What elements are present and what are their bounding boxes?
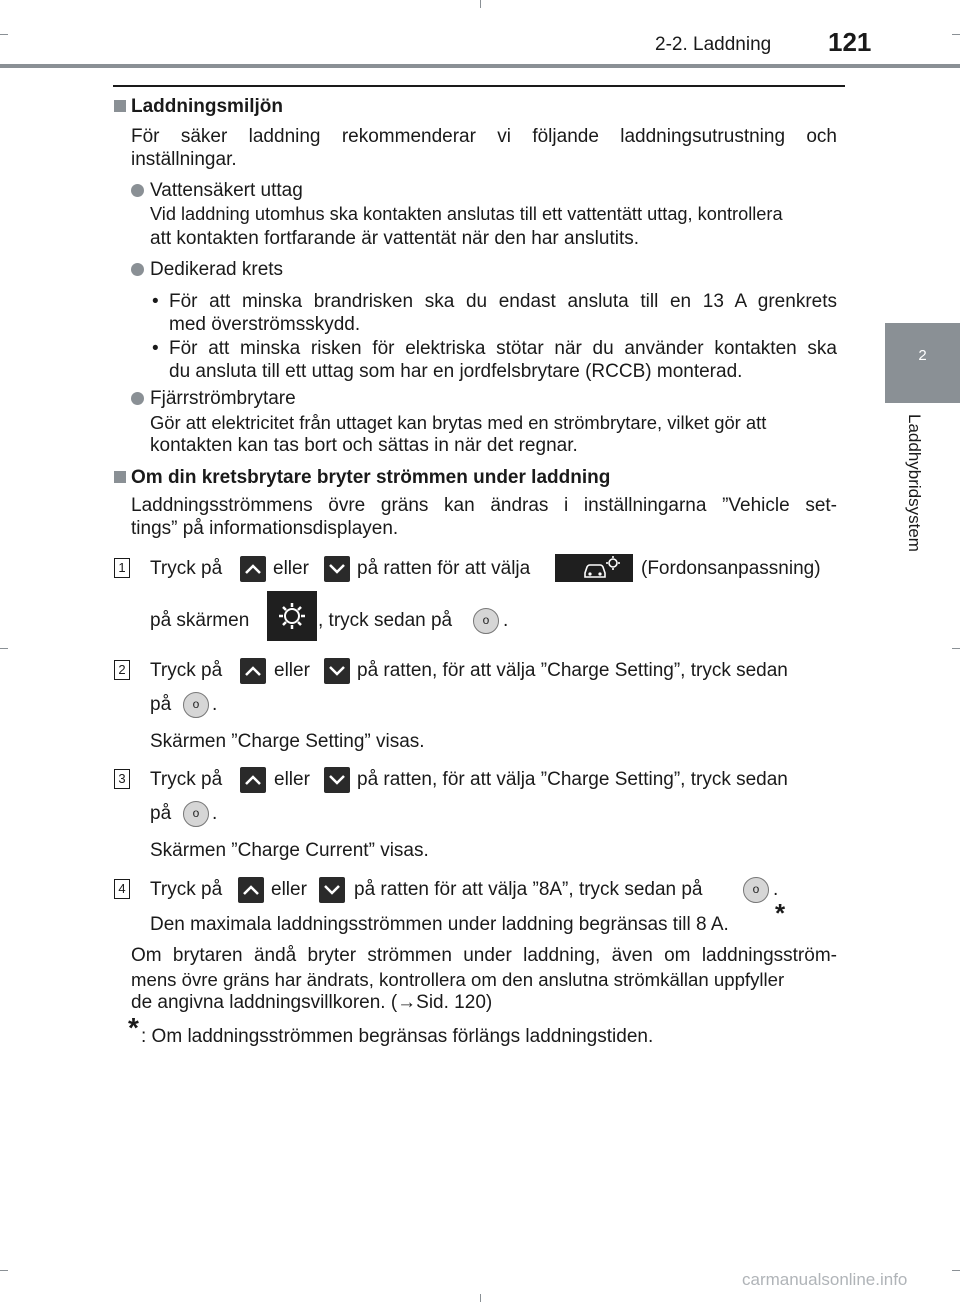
page-number: 121 <box>828 27 872 57</box>
bullet-text-line: För att minska risken för elektriska stötar när du använder kontakten ska <box>169 338 837 359</box>
step-text: Tryck på <box>150 879 223 900</box>
step-text: eller <box>271 879 307 900</box>
crop-mark <box>952 1270 960 1271</box>
item-bullet-icon <box>131 392 144 405</box>
bullet-text-line: För att minska brandrisken ska du endast ansluta till en 13 A grenkrets <box>169 291 837 312</box>
step-result: Den maximala laddningsströmmen under laddning begränsas till 8 A. <box>150 914 729 935</box>
section-intro-line: tings” på informationsdisplayen. <box>131 518 399 539</box>
step-text: på ratten för att välja <box>357 558 531 579</box>
step-text: Tryck på <box>150 769 223 790</box>
step-text: Tryck på <box>150 660 223 681</box>
crop-mark <box>952 648 960 649</box>
chapter-label <box>904 414 928 574</box>
ok-button-icon <box>473 608 499 634</box>
content-rule <box>113 85 845 87</box>
ok-button-icon <box>743 877 769 903</box>
ok-button-label: o <box>192 806 200 820</box>
watermark: carmanualsonline.info <box>742 1270 908 1289</box>
chapter-tab <box>885 323 960 403</box>
note-line: Om brytaren ändå bryter strömmen under laddning, även om laddningsström- <box>131 945 837 966</box>
crop-mark <box>0 34 8 35</box>
up-button-icon <box>240 556 266 582</box>
footnote-text: : Om laddningsströmmen begränsas förlängs laddningstiden. <box>141 1026 654 1047</box>
step-text: , tryck sedan på <box>318 610 453 631</box>
up-button-icon <box>240 658 266 684</box>
step-result: Skärmen ”Charge Setting” visas. <box>150 731 425 752</box>
up-button-icon <box>238 877 264 903</box>
item-title: Fjärrströmbrytare <box>150 388 296 409</box>
crop-mark <box>952 34 960 35</box>
down-button-icon <box>324 767 350 793</box>
step-text: på ratten för att välja ”8A”, tryck sedan på <box>354 879 703 900</box>
header-section-title: 2-2. Laddning <box>655 34 772 55</box>
note-line: de angivna laddningsvillkoren. (→Sid. 120) <box>131 992 493 1013</box>
down-button-icon <box>319 877 345 903</box>
step-number: 4 <box>114 879 130 899</box>
item-bullet-icon <box>131 184 144 197</box>
down-button-icon <box>324 658 350 684</box>
item-text-line: Vid laddning utomhus ska kontakten anslutas till ett vattentätt uttag, kontrollera <box>150 204 783 224</box>
section-intro-line: inställningar. <box>131 149 237 170</box>
ok-button-label: o <box>752 882 760 896</box>
item-text-line: att kontakten fortfarande är vattentät när den har anslutits. <box>150 228 640 249</box>
down-button-icon <box>324 556 350 582</box>
bullet-text-line: med överströmsskydd. <box>169 314 361 335</box>
section-intro-line: För säker laddning rekommenderar vi följande laddningsutrustning och <box>131 126 837 147</box>
note-line: mens övre gräns har ändrats, kontrollera om den anslutna strömkällan uppfyller <box>131 969 785 990</box>
up-button-icon <box>240 767 266 793</box>
step-text: eller <box>273 558 309 579</box>
ok-button-label: o <box>482 613 490 627</box>
step-number: 1 <box>114 558 130 578</box>
crop-mark <box>480 1294 481 1302</box>
section-heading: Om din kretsbrytare bryter strömmen under laddning <box>131 467 611 488</box>
ok-button-icon <box>183 692 209 718</box>
step-text: på ratten, för att välja ”Charge Setting”, tryck sedan <box>357 660 788 681</box>
step-number: 3 <box>114 769 130 789</box>
step-text: Tryck på <box>150 558 223 579</box>
bullet-text-line: du ansluta till ett uttag som har en jordfelsbrytare (RCCB) monterad. <box>169 361 743 382</box>
section-intro-line: Laddningsströmmens övre gräns kan ändras i inställningarna ”Vehicle set- <box>131 495 837 516</box>
ok-button-label: o <box>192 697 200 711</box>
chapter-number: 2 <box>918 347 927 364</box>
ok-button-icon <box>183 801 209 827</box>
header-rule <box>0 64 960 68</box>
crop-mark <box>480 0 481 8</box>
section-marker-icon <box>114 471 126 483</box>
crop-mark <box>0 648 8 649</box>
step-text: . <box>773 879 779 900</box>
item-title: Dedikerad krets <box>150 259 284 280</box>
item-text-line: Gör att elektricitet från uttaget kan brytas med en strömbrytare, vilket gör att <box>150 412 767 433</box>
step-text: på ratten, för att välja ”Charge Setting”, tryck sedan <box>357 769 788 790</box>
footnote-reference: * <box>775 898 786 928</box>
step-text: eller <box>274 769 310 790</box>
step-text: . <box>212 803 218 824</box>
crop-mark <box>0 1270 8 1271</box>
list-bullet: • <box>152 291 159 312</box>
item-bullet-icon <box>131 263 144 276</box>
step-text: eller <box>274 660 310 681</box>
item-title: Vattensäkert uttag <box>150 180 303 201</box>
settings-screen-icon <box>267 591 317 641</box>
step-text: på <box>150 803 172 824</box>
section-heading: Laddningsmiljön <box>131 96 283 117</box>
step-text: . <box>212 694 218 715</box>
item-text-line: kontakten kan tas bort och sättas in när det regnar. <box>150 435 578 456</box>
vehicle-customize-icon <box>555 554 633 582</box>
step-text: (Fordonsanpassning) <box>641 558 821 579</box>
section-marker-icon <box>114 100 126 112</box>
footnote-mark: * <box>128 1012 139 1043</box>
step-result: Skärmen ”Charge Current” visas. <box>150 840 429 861</box>
chapter-label-text: Laddhybridsystem <box>905 414 924 552</box>
step-text: på <box>150 694 172 715</box>
step-number: 2 <box>114 660 130 680</box>
step-text: på skärmen <box>150 610 250 631</box>
step-text: . <box>503 610 509 631</box>
list-bullet: • <box>152 338 159 359</box>
